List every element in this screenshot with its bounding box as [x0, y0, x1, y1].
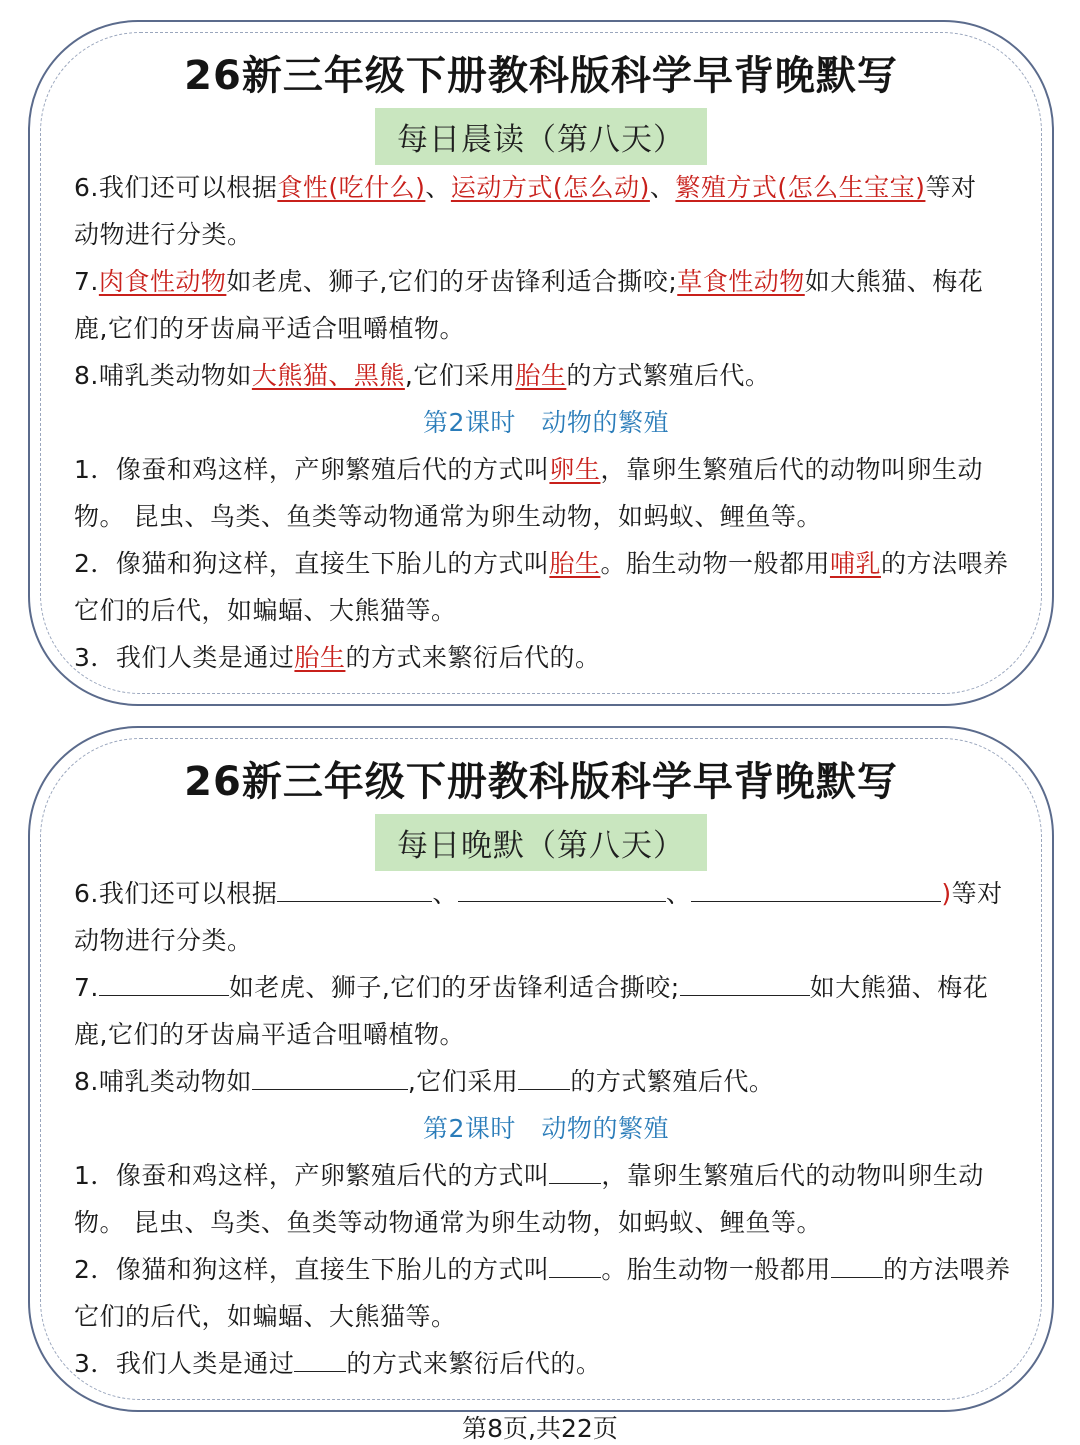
- answer-text: 肉食性动物: [98, 267, 227, 296]
- fill-blank[interactable]: [294, 1344, 346, 1372]
- fill-blank[interactable]: [691, 874, 941, 902]
- lesson-item-1-line: [74, 446, 1018, 493]
- card-title: 26新三年级下册教科版科学早背晚默写: [184, 53, 898, 99]
- item-text: 、: [432, 879, 458, 908]
- item-text: 1．像蚕和鸡这样，产卵繁殖后代的方式叫: [74, 455, 550, 484]
- item-text: 1．像蚕和鸡这样，产卵繁殖后代的方式叫: [74, 1161, 550, 1190]
- item-text: 的方式繁殖后代。: [566, 361, 771, 390]
- item-text: 如大熊猫、梅花: [809, 973, 989, 1002]
- item-text: 、: [665, 879, 692, 908]
- item-text: 的方式来繁衍后代的。: [345, 643, 601, 672]
- answer-text: 胎生: [515, 361, 567, 390]
- item-text: 的方法喂养: [880, 549, 1009, 578]
- answer-text: 卵生: [549, 455, 601, 484]
- item-text: 3．我们人类是通过: [74, 643, 295, 672]
- item-text: 7.: [74, 973, 99, 1002]
- answer-text: 食性(吃什么): [277, 173, 426, 202]
- lesson-item-3-line: [74, 1340, 1018, 1387]
- item-text: ，靠卵生繁殖后代的动物叫卵生动: [601, 1161, 984, 1190]
- item-text: 8.哺乳类动物如: [74, 1067, 252, 1096]
- answer-text: 胎生: [294, 643, 346, 672]
- item-text: 2．像猫和狗这样，直接生下胎儿的方式叫: [74, 549, 550, 578]
- card-title: 26新三年级下册教科版科学早背晚默写: [184, 759, 898, 805]
- item-text: 如大熊猫、梅花: [804, 267, 984, 296]
- item-7-line: [74, 258, 1018, 305]
- evening-card: [28, 726, 1054, 1412]
- fill-blank[interactable]: [277, 874, 432, 902]
- answer-text: 繁殖方式(怎么生宝宝): [675, 173, 926, 202]
- answer-text: 运动方式(怎么动): [450, 173, 650, 202]
- lesson-item-2-line-2: 它们的后代，如蝙蝠、大熊猫等。: [74, 596, 457, 625]
- item-7-line-2: 鹿,它们的牙齿扁平适合咀嚼植物。: [74, 1020, 465, 1049]
- item-text: 等对: [925, 173, 977, 202]
- item-text: 如老虎、狮子,它们的牙齿锋利适合撕咬;: [226, 267, 678, 296]
- item-text: ,它们采用: [404, 361, 516, 390]
- item-text: 等对: [951, 879, 1003, 908]
- answer-text: 哺乳: [829, 549, 881, 578]
- item-text: 、: [425, 173, 451, 202]
- morning-body: [74, 164, 1018, 681]
- item-text: ,它们采用: [407, 1067, 519, 1096]
- morning-badge: 每日晨读（第八天）: [375, 108, 707, 165]
- item-6-line: [74, 164, 1018, 211]
- item-6-line: [74, 870, 1018, 917]
- evening-body: [74, 870, 1018, 1387]
- answer-text: 草食性动物: [677, 267, 805, 296]
- item-text: 2．像猫和狗这样，直接生下胎儿的方式叫: [74, 1255, 550, 1284]
- item-text: 如老虎、狮子,它们的牙齿锋利适合撕咬;: [228, 973, 680, 1002]
- answer-text: 胎生: [549, 549, 601, 578]
- item-7-line-2: 鹿,它们的牙齿扁平适合咀嚼植物。: [74, 314, 465, 343]
- item-6-line-2: 动物进行分类。: [74, 926, 253, 955]
- item-text: 8.哺乳类动物如: [74, 361, 252, 390]
- item-text: 6.我们还可以根据: [74, 879, 278, 908]
- lesson-heading: 第2课时 动物的繁殖: [423, 408, 669, 437]
- morning-card: [28, 20, 1054, 706]
- item-6-line-2: 动物进行分类。: [74, 220, 253, 249]
- lesson-item-2-line: [74, 1246, 1018, 1293]
- paren-text: ): [941, 879, 952, 908]
- lesson-item-1-line: [74, 1152, 1018, 1199]
- item-text: 、: [649, 173, 676, 202]
- lesson-heading: 第2课时 动物的繁殖: [423, 1114, 669, 1143]
- fill-blank[interactable]: [680, 968, 810, 996]
- item-text: 6.我们还可以根据: [74, 173, 278, 202]
- fill-blank[interactable]: [549, 1156, 601, 1184]
- item-text: 的方式来繁衍后代的。: [346, 1349, 602, 1378]
- item-8-line: [74, 1058, 1018, 1105]
- lesson-item-2-line-2: 它们的后代，如蝙蝠、大熊猫等。: [74, 1302, 457, 1331]
- item-text: 3．我们人类是通过: [74, 1349, 295, 1378]
- item-text: ，靠卵生繁殖后代的动物叫卵生动: [600, 455, 983, 484]
- item-7-line: [74, 964, 1018, 1011]
- fill-blank[interactable]: [252, 1062, 408, 1090]
- fill-blank[interactable]: [99, 968, 229, 996]
- fill-blank[interactable]: [831, 1250, 883, 1278]
- item-text: 的方法喂养: [882, 1255, 1011, 1284]
- evening-badge: 每日晚默（第八天）: [375, 814, 707, 871]
- lesson-item-3-line: [74, 634, 1018, 681]
- lesson-item-2-line: [74, 540, 1018, 587]
- item-text: 。胎生动物一般都用: [601, 1255, 831, 1284]
- item-text: 。胎生动物一般都用: [600, 549, 830, 578]
- page-footer: 第8页,共22页: [462, 1414, 618, 1443]
- item-text: 的方式繁殖后代。: [570, 1067, 775, 1096]
- fill-blank[interactable]: [549, 1250, 601, 1278]
- lesson-item-1-line-2: 物。 昆虫、鸟类、鱼类等动物通常为卵生动物，如蚂蚁、鲤鱼等。: [74, 1208, 822, 1237]
- fill-blank[interactable]: [458, 874, 666, 902]
- lesson-item-1-line-2: 物。 昆虫、鸟类、鱼类等动物通常为卵生动物，如蚂蚁、鲤鱼等。: [74, 502, 822, 531]
- item-text: 7.: [74, 267, 99, 296]
- item-8-line: [74, 352, 1018, 399]
- fill-blank[interactable]: [518, 1062, 570, 1090]
- answer-text: 大熊猫、黑熊: [251, 361, 405, 390]
